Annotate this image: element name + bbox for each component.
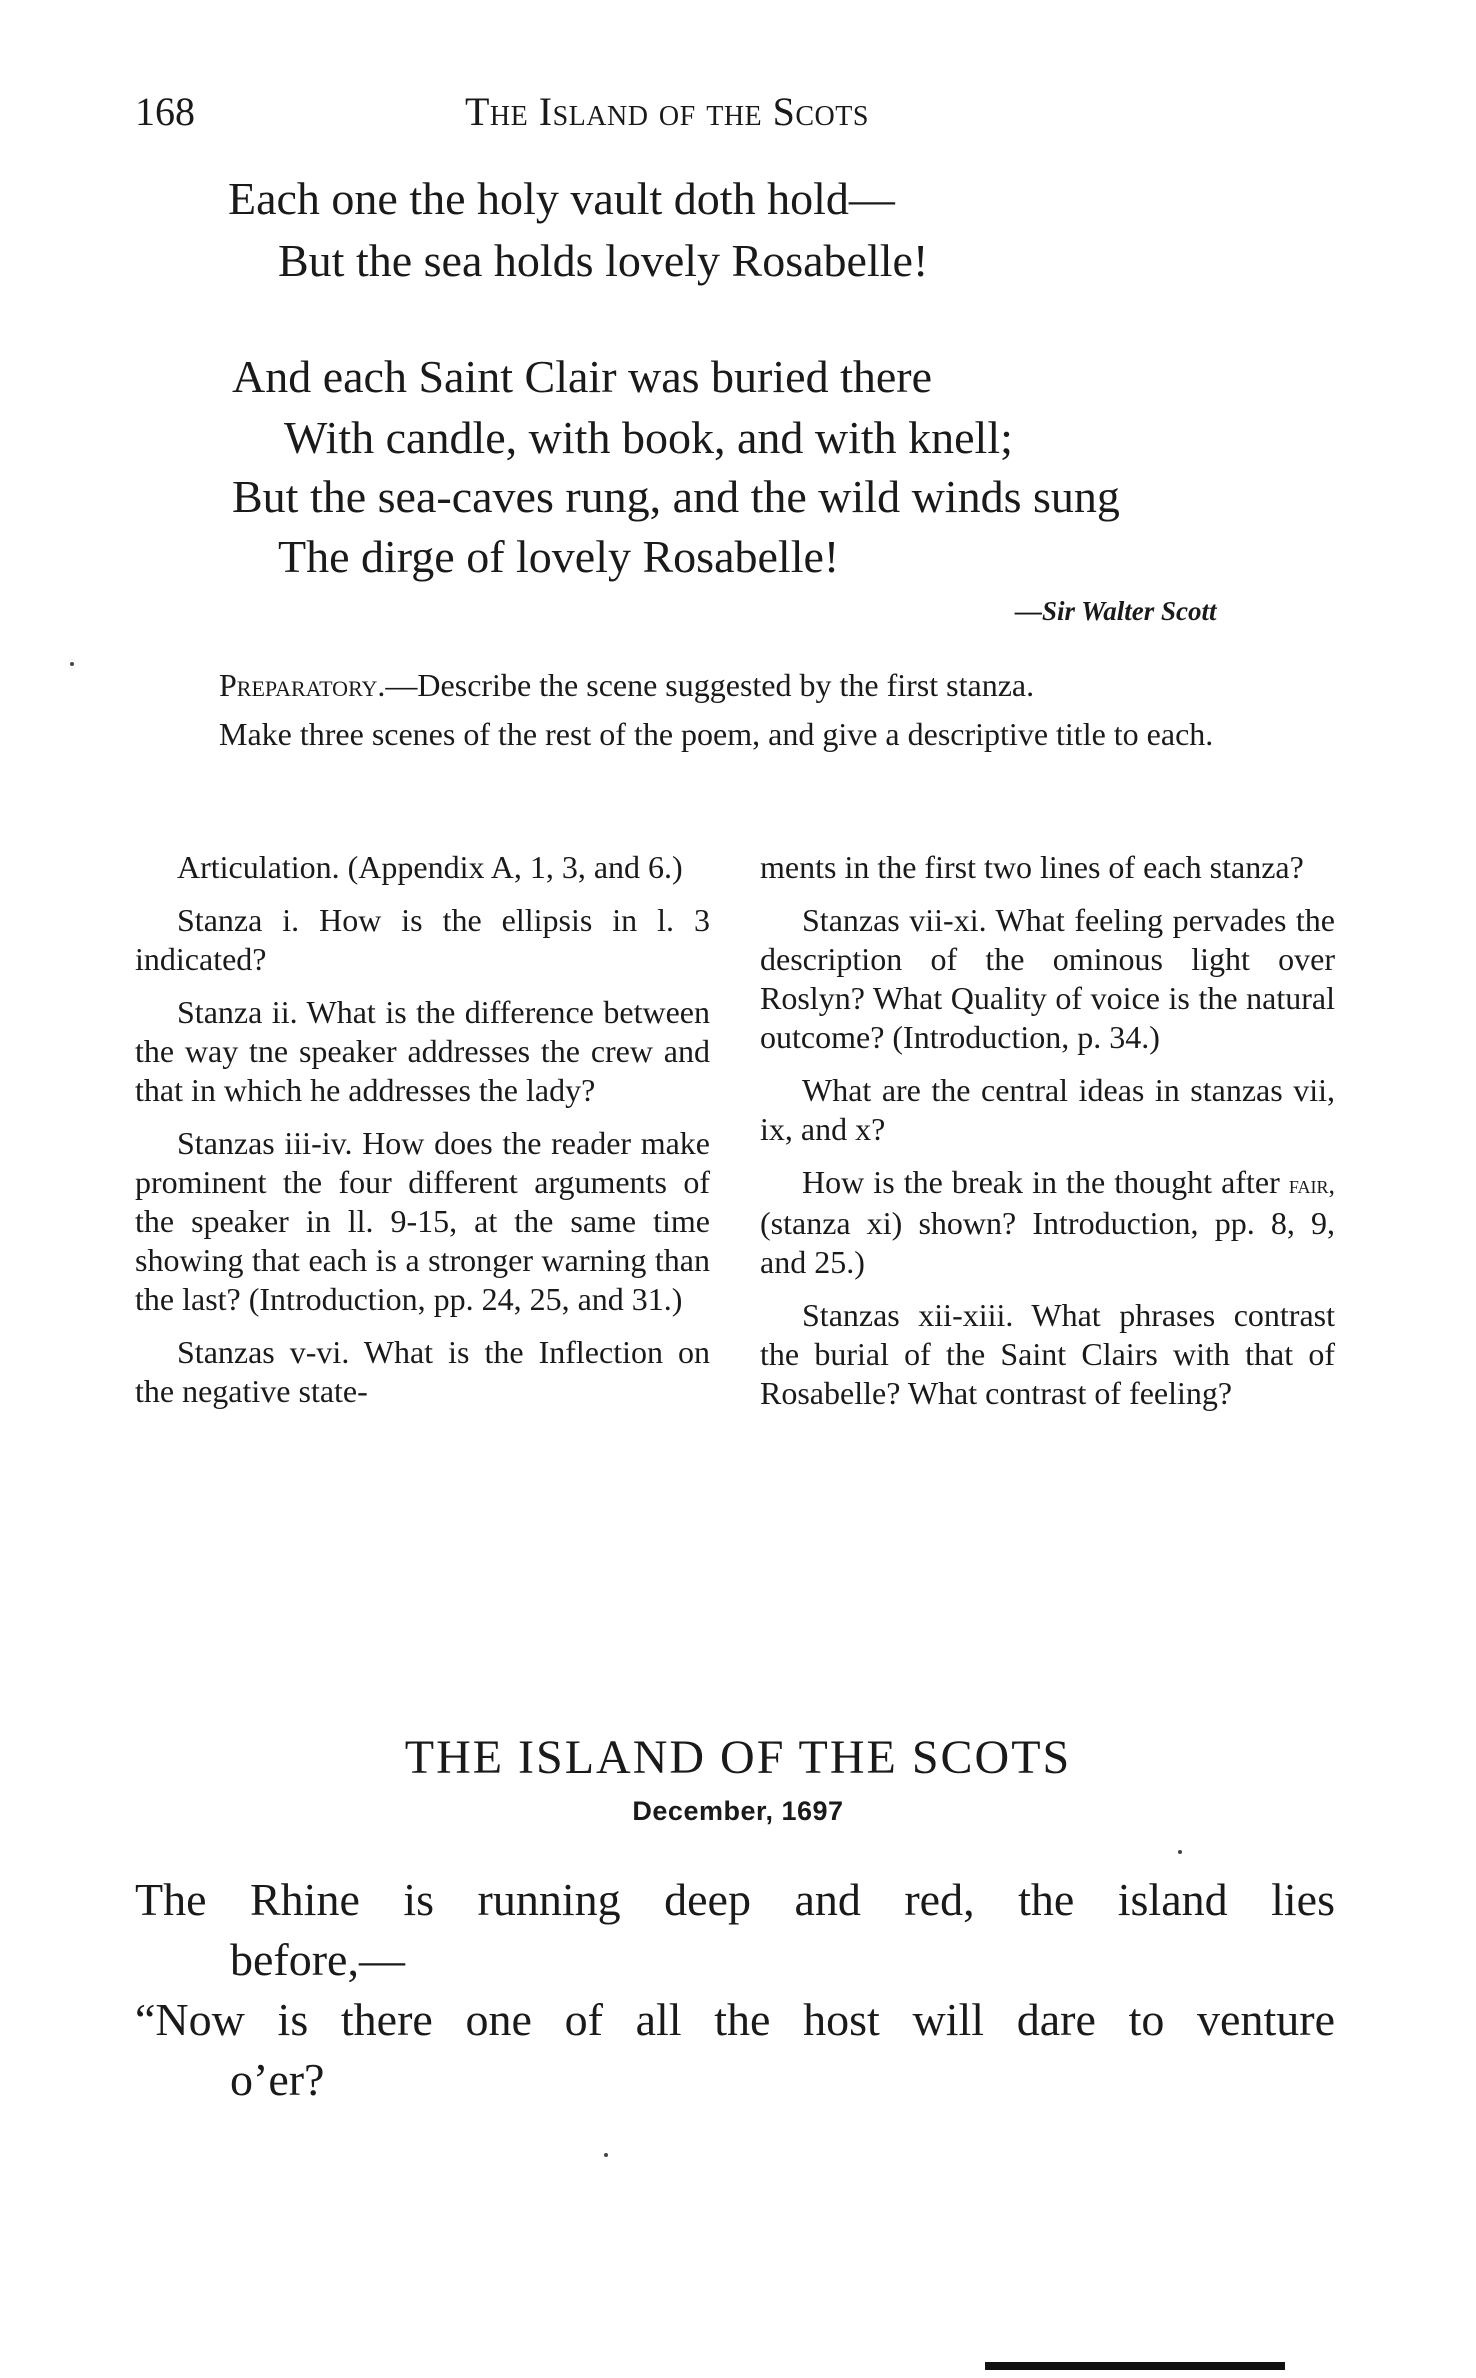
poem-line: The dirge of lovely Rosabelle! <box>278 531 840 582</box>
print-speck <box>604 2153 608 2157</box>
preparatory-label: Preparatory. <box>219 667 386 703</box>
question-paragraph: Articulation. (Appendix A, 1, 3, and 6.) <box>177 849 683 885</box>
preparatory-note <box>135 666 1325 754</box>
poem-line: But the sea-caves rung, and the wild winds sung <box>232 471 1120 522</box>
preparatory-text: —Describe the scene suggested by the first stanza. <box>385 667 1035 703</box>
running-head: The Island of the Scots <box>465 89 869 134</box>
print-speck <box>1178 1850 1182 1854</box>
small-caps-word: fair, <box>1288 1170 1336 1199</box>
question-paragraph: Stanzas vii-xi. What feeling pervades the description of the ominous light over Roslyn? What Quality of voice is the natural outcome? (Introduction, p. 34.) <box>760 902 1335 1055</box>
question-paragraph: What are the central ideas in stanzas vii, ix, and x? <box>760 1072 1335 1147</box>
poem-line: With candle, with book, and with knell; <box>284 412 1013 463</box>
question-paragraph: Stanzas xii-xiii. What phrases contrast the burial of the Saint Clairs with that of Rosabelle? What contrast of feeling? <box>760 1297 1335 1411</box>
poem-body <box>135 1870 1335 2110</box>
question-text: How is the break in the thought after <box>802 1164 1280 1200</box>
poem-line: And each Saint Clair was buried there <box>232 351 932 402</box>
preparatory-paragraph <box>135 666 1325 705</box>
poem-line-continuation: before,— <box>230 1934 405 1985</box>
question-paragraph: Stanza ii. What is the difference between the way tne speaker addresses the crew and that in which he addresses the lady? <box>135 994 710 1108</box>
poem-line-continuation: o’er? <box>230 2054 325 2105</box>
question-paragraph: Stanzas v-vi. What is the Inflection on the negative state- <box>135 1334 710 1409</box>
poem-line: “Now is there one of all the host will dare to venture <box>135 1994 1335 2045</box>
poem-line: Each one the holy vault doth hold— <box>228 173 895 224</box>
bottom-edge-mark <box>985 2362 1285 2370</box>
section-title: THE ISLAND OF THE SCOTS <box>404 1731 1072 1784</box>
attribution: —Sir Walter Scott <box>1015 596 1217 626</box>
questions-right-column <box>760 848 1335 1427</box>
print-speck <box>70 662 74 666</box>
preparatory-paragraph: Make three scenes of the rest of the poem, and give a descriptive title to each. <box>219 716 1214 752</box>
question-paragraph: Stanza i. How is the ellipsis in l. 3 indicated? <box>135 902 710 977</box>
poem-line: But the sea holds lovely Rosabelle! <box>278 235 929 286</box>
page-header <box>135 82 1335 142</box>
questions-left-column <box>135 848 710 1425</box>
poem-line: The Rhine is running deep and red, the island lies <box>135 1874 1335 1925</box>
question-paragraph: Stanzas iii-iv. How does the reader make prominent the four different arguments of the speaker in ll. 9-15, at the same time showing that each is a stronger warning than the last? (Introduction, pp. 24, 25, and 31.) <box>135 1125 710 1317</box>
question-paragraph: ments in the first two lines of each stanza? <box>760 849 1304 885</box>
page-number: 168 <box>135 89 195 134</box>
question-paragraph <box>760 1163 1335 1282</box>
section-date: December, 1697 <box>632 1796 844 1826</box>
question-text: (stanza xi) shown? Introduction, pp. 8, 9, and 25.) <box>760 1205 1335 1280</box>
